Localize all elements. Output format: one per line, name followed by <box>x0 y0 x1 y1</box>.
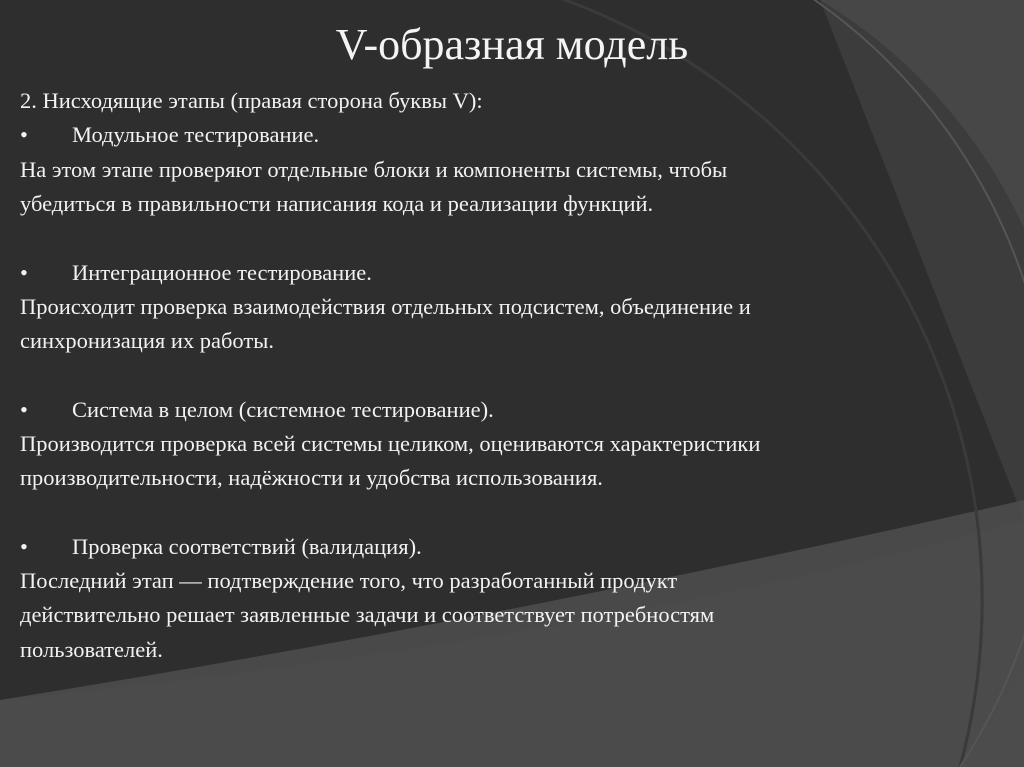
section-heading: Система в целом (системное тестирование). <box>72 397 494 422</box>
section-text: производительности, надёжности и удобства использования. <box>20 465 603 490</box>
section-heading: Проверка соответствий (валидация). <box>72 534 422 559</box>
section-heading: Интеграционное тестирование. <box>72 260 372 285</box>
section-text: Производится проверка всей системы целиком, оцениваются характеристики <box>20 431 761 456</box>
intro-text: 2. Нисходящие этапы (правая сторона буквы V): <box>20 88 483 113</box>
bullet-icon: • <box>20 122 28 147</box>
section-heading: Модульное тестирование. <box>72 122 320 147</box>
section-text: Происходит проверка взаимодействия отдельных подсистем, объединение и <box>20 294 751 319</box>
bullet-icon: • <box>20 534 28 559</box>
section-text: На этом этапе проверяют отдельные блоки и компоненты системы, чтобы <box>20 157 728 182</box>
section-text: синхронизация их работы. <box>20 328 274 353</box>
bullet-icon: • <box>20 397 28 422</box>
section-text: пользователей. <box>20 637 163 662</box>
bullet-icon: • <box>20 260 28 285</box>
section-text: действительно решает заявленные задачи и соответствует потребностям <box>20 602 715 627</box>
section-text: убедиться в правильности написания кода и реализации функций. <box>20 191 654 216</box>
section-text: Последний этап — подтверждение того, что разработанный продукт <box>20 568 678 593</box>
slide-title: V-образная модель <box>335 20 689 69</box>
